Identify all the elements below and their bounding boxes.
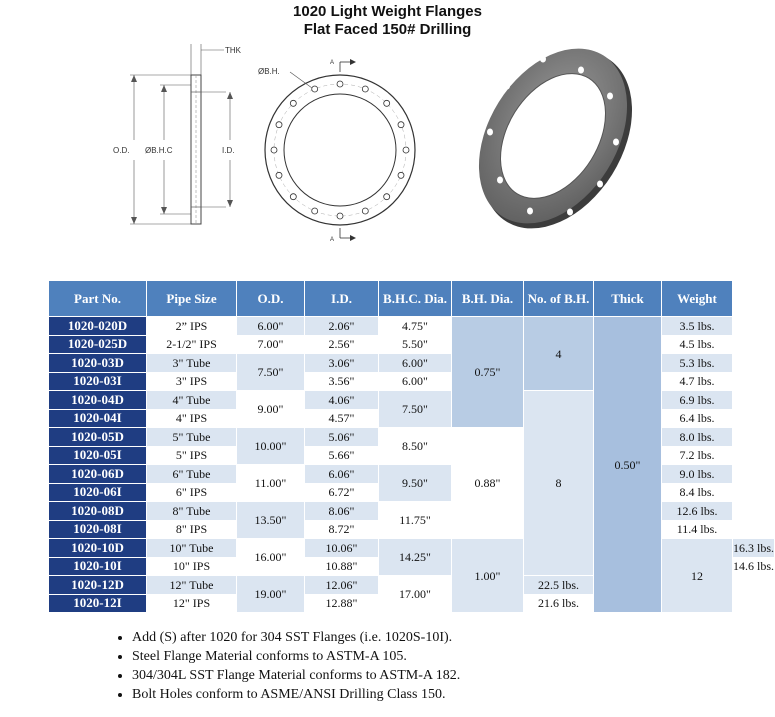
pipe-size-cell: 2” IPS <box>147 317 237 336</box>
part-no-cell: 1020-06D <box>49 465 147 484</box>
id-cell: 12.06" <box>305 576 379 595</box>
bhc-cell: 6.00" <box>379 372 452 391</box>
part-no-cell: 1020-020D <box>49 317 147 336</box>
bh-dia-cell: 0.75" <box>452 317 524 428</box>
part-no-cell: 1020-08I <box>49 520 147 539</box>
header-id: I.D. <box>305 281 379 317</box>
no-bh-cell: 12 <box>662 539 733 613</box>
part-no-cell: 1020-05I <box>49 446 147 465</box>
part-no-cell: 1020-025D <box>49 335 147 354</box>
bh-dia-cell: 0.88" <box>452 428 524 539</box>
pipe-size-cell: 2-1/2" IPS <box>147 335 237 354</box>
pipe-size-cell: 12" IPS <box>147 594 237 613</box>
weight-cell: 14.6 lbs. <box>733 557 775 576</box>
od-cell: 10.00" <box>237 428 305 465</box>
note-item: • Bolt Holes conform to ASME/ANSI Drilling Class 150. <box>132 685 460 704</box>
weight-cell: 6.4 lbs. <box>662 409 733 428</box>
front-view-drawing <box>258 59 415 243</box>
od-cell: 11.00" <box>237 465 305 502</box>
document-subtitle: Flat Faced 150# Drilling <box>303 21 472 38</box>
id-cell: 12.88" <box>305 594 379 613</box>
pipe-size-cell: 5" Tube <box>147 428 237 447</box>
id-cell: 8.06" <box>305 502 379 521</box>
header-part-no: Part No. <box>49 281 147 317</box>
pipe-size-cell: 6" Tube <box>147 465 237 484</box>
bhc-cell: 5.50" <box>379 335 452 354</box>
notes-list <box>110 628 460 704</box>
table-row <box>49 335 775 354</box>
header-bh-dia: B.H. Dia. <box>452 281 524 317</box>
header-thick: Thick <box>594 281 662 317</box>
id-cell: 5.66" <box>305 446 379 465</box>
od-cell: 16.00" <box>237 539 305 576</box>
header-pipe-size: Pipe Size <box>147 281 237 317</box>
pipe-size-cell: 6" IPS <box>147 483 237 502</box>
part-no-cell: 1020-12D <box>49 576 147 595</box>
od-cell: 7.00" <box>237 335 305 354</box>
weight-cell: 6.9 lbs. <box>662 391 733 410</box>
note-item: • Add (S) after 1020 for 304 SST Flanges (i.e. 1020S-10I). <box>132 628 460 647</box>
bhc-cell: 14.25" <box>379 539 452 576</box>
no-bh-cell: 8 <box>524 391 594 576</box>
bhc-cell: 9.50" <box>379 465 452 502</box>
weight-cell: 3.5 lbs. <box>662 317 733 336</box>
part-no-cell: 1020-04D <box>49 391 147 410</box>
id-cell: 10.88" <box>305 557 379 576</box>
part-no-cell: 1020-10I <box>49 557 147 576</box>
od-cell: 19.00" <box>237 576 305 613</box>
part-no-cell: 1020-03I <box>49 372 147 391</box>
weight-cell: 5.3 lbs. <box>662 354 733 373</box>
part-no-cell: 1020-12I <box>49 594 147 613</box>
pipe-size-cell: 10" IPS <box>147 557 237 576</box>
header-no-bh: No. of B.H. <box>524 281 594 317</box>
pipe-size-cell: 3" Tube <box>147 354 237 373</box>
weight-cell: 8.4 lbs. <box>662 483 733 502</box>
weight-cell: 4.5 lbs. <box>662 335 733 354</box>
od-cell: 13.50" <box>237 502 305 539</box>
part-no-cell: 1020-05D <box>49 428 147 447</box>
bh-dia-cell: 1.00" <box>452 539 524 613</box>
flange-spec-table <box>48 280 775 613</box>
pipe-size-cell: 10" Tube <box>147 539 237 558</box>
side-view-drawing <box>113 44 242 224</box>
table-row <box>49 317 775 336</box>
bhc-cell: 17.00" <box>379 576 452 613</box>
id-cell: 3.56" <box>305 372 379 391</box>
bhc-label: ØB.H.C <box>145 146 173 155</box>
od-label: O.D. <box>113 146 130 155</box>
table-row <box>49 391 775 410</box>
id-cell: 6.72" <box>305 483 379 502</box>
id-cell: 5.06" <box>305 428 379 447</box>
weight-cell: 8.0 lbs. <box>662 428 733 447</box>
weight-cell: 16.3 lbs. <box>733 539 775 558</box>
document-title: 1020 Light Weight Flanges <box>293 3 482 20</box>
pipe-size-cell: 4" Tube <box>147 391 237 410</box>
thick-cell: 0.50" <box>594 317 662 613</box>
pipe-size-cell: 4" IPS <box>147 409 237 428</box>
part-no-cell: 1020-04I <box>49 409 147 428</box>
od-cell: 6.00" <box>237 317 305 336</box>
section-a-top: A <box>330 60 335 66</box>
bhc-cell: 7.50" <box>379 391 452 428</box>
table-row <box>49 354 775 373</box>
part-no-cell: 1020-06I <box>49 483 147 502</box>
weight-cell: 9.0 lbs. <box>662 465 733 484</box>
pipe-size-cell: 8" Tube <box>147 502 237 521</box>
part-no-cell: 1020-03D <box>49 354 147 373</box>
id-cell: 10.06" <box>305 539 379 558</box>
id-cell: 2.06" <box>305 317 379 336</box>
weight-cell: 12.6 lbs. <box>662 502 733 521</box>
pipe-size-cell: 8" IPS <box>147 520 237 539</box>
bh-label: ØB.H. <box>258 67 280 76</box>
weight-cell: 7.2 lbs. <box>662 446 733 465</box>
od-cell: 9.00" <box>237 391 305 428</box>
header-od: O.D. <box>237 281 305 317</box>
table-header-row <box>49 281 775 317</box>
no-bh-cell: 4 <box>524 317 594 391</box>
part-no-cell: 1020-08D <box>49 502 147 521</box>
bhc-cell: 8.50" <box>379 428 452 465</box>
table-row <box>49 372 775 391</box>
section-a-bottom: A <box>330 237 335 243</box>
table-row <box>49 539 775 558</box>
weight-cell: 11.4 lbs. <box>662 520 733 539</box>
id-cell: 8.72" <box>305 520 379 539</box>
part-no-cell: 1020-10D <box>49 539 147 558</box>
weight-cell: 22.5 lbs. <box>524 576 594 595</box>
pipe-size-cell: 3" IPS <box>147 372 237 391</box>
table-row <box>49 428 775 447</box>
id-label: I.D. <box>222 146 235 155</box>
header-bhc-dia: B.H.C. Dia. <box>379 281 452 317</box>
pipe-size-cell: 12" Tube <box>147 576 237 595</box>
bhc-cell: 4.75" <box>379 317 452 336</box>
bhc-cell: 6.00" <box>379 354 452 373</box>
table-row <box>49 465 775 484</box>
weight-cell: 4.7 lbs. <box>662 372 733 391</box>
weight-cell: 21.6 lbs. <box>524 594 594 613</box>
header-weight: Weight <box>662 281 733 317</box>
id-cell: 6.06" <box>305 465 379 484</box>
table-row <box>49 502 775 521</box>
pipe-size-cell: 5" IPS <box>147 446 237 465</box>
od-cell: 7.50" <box>237 354 305 391</box>
id-cell: 3.06" <box>305 354 379 373</box>
id-cell: 4.57" <box>305 409 379 428</box>
note-item: • Steel Flange Material conforms to ASTM-A 105. <box>132 647 460 666</box>
flange-3d-render <box>448 22 663 256</box>
id-cell: 4.06" <box>305 391 379 410</box>
note-item: • 304/304L SST Flange Material conforms to ASTM-A 182. <box>132 666 460 685</box>
flange-drawings <box>0 0 775 275</box>
bhc-cell: 11.75" <box>379 502 452 539</box>
id-cell: 2.56" <box>305 335 379 354</box>
thk-label: THK <box>225 46 241 55</box>
